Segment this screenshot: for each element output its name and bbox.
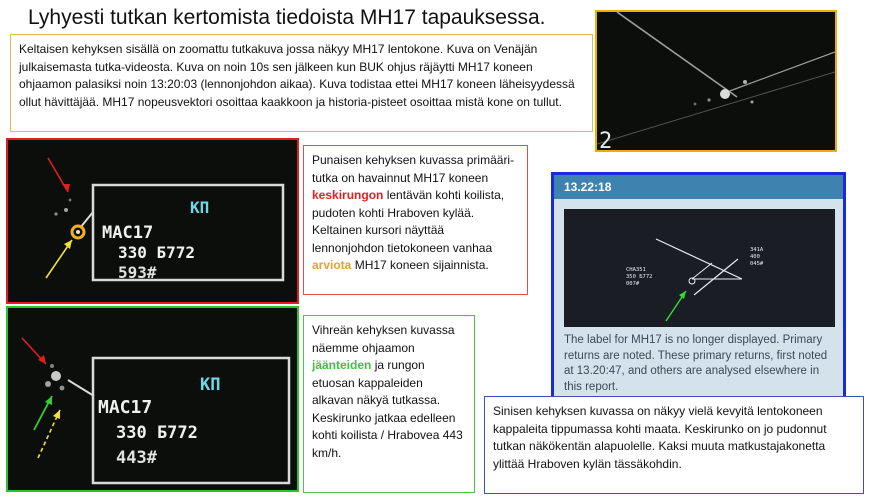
cockpit-debris-radar-image — [6, 306, 299, 492]
radar-speed: 443# — [116, 448, 157, 468]
report-radar-graphic — [564, 209, 835, 327]
history-dot — [743, 80, 747, 84]
history-dot — [751, 101, 754, 104]
label-a-speed: 007# — [626, 281, 640, 287]
radar-track-line — [617, 12, 737, 97]
label-b-speed: 045# — [750, 261, 764, 267]
label-b-callsign: 341A — [750, 247, 764, 253]
label-a-altitude: 350 Б772 — [626, 274, 653, 280]
radar-leader-line — [727, 52, 835, 92]
green-arrow-head — [679, 291, 686, 299]
yellow-frame-description — [10, 34, 593, 132]
report-excerpt-panel — [551, 172, 846, 404]
radar-leader-line — [692, 263, 712, 279]
highlight-jaanteiden: jäänteiden — [312, 358, 372, 372]
history-dot — [694, 103, 697, 106]
red-arrow-head — [62, 184, 70, 192]
zoomed-radar-graphic — [597, 12, 835, 150]
label-a-callsign: CHA351 — [626, 267, 646, 273]
radar-callsign: MAC17 — [98, 397, 153, 418]
radar-leader-line — [80, 212, 93, 228]
green-frame-text: Vihreän kehyksen kuvassa näemme ohjaamon — [312, 323, 455, 355]
blue-frame-text: Sinisen kehyksen kuvassa on näkyy vielä kevyitä lentokoneen kappaleita tippumassa kohti maata. Keskirunko on jo pudonnut tutkan näkökentän alapuolelle. Kaksi muuta matkustajakonetta ylittää Hraboven kylän tässäkohdin. — [493, 404, 827, 471]
radar-digit: 2 — [599, 129, 613, 150]
debris-return — [50, 364, 54, 368]
radar-altitude-type: 330 Б772 — [116, 423, 198, 443]
debris-return — [45, 381, 51, 387]
report-radar-image — [564, 209, 835, 327]
red-frame-text: lentävän kohti koilista, pudoten kohti Hraboven kylää. Keltainen kursori näyttää lennonjohdon tietokoneen vanhaa — [312, 188, 505, 255]
label-b-altitude: 400 — [750, 254, 760, 260]
green-frame-text: ja rungon etuosan kappaleiden alkavan näkyä tutkassa. Keskirunko jatkaa edelleen kohti koilista / Hrabovea 443 km/h. — [312, 358, 463, 460]
primary-return — [69, 199, 72, 202]
aircraft-blip — [720, 89, 730, 99]
red-frame-text: Punaisen kehyksen kuvassa primääri-tutka on havainnut MH17 koneen — [312, 153, 515, 185]
cursor-center — [76, 230, 80, 234]
radar-track-line — [694, 259, 738, 295]
primary-return — [64, 208, 68, 212]
zoomed-radar-image — [595, 10, 837, 152]
highlight-keskirungon: keskirungon — [312, 188, 384, 202]
primary-radar-graphic — [8, 140, 297, 302]
cockpit-debris-radar-graphic — [8, 308, 297, 490]
history-dot — [707, 98, 710, 101]
report-caption: The label for MH17 is no longer displayed. Primary returns are noted. These primary returns, first noted at 13.20:47, and others are analysed elsewhere in this report. — [564, 334, 828, 393]
highlight-arviota: arviota — [312, 258, 352, 272]
primary-return — [54, 212, 57, 215]
red-frame-description — [303, 145, 528, 295]
primary-radar-image — [6, 138, 299, 304]
cockpit-debris-blip — [51, 371, 61, 381]
radar-kp-label: КП — [200, 375, 221, 395]
debris-return — [60, 386, 65, 391]
radar-speed: 593# — [118, 263, 157, 282]
page-title: Lyhyesti tutkan kertomista tiedoista MH17 tapauksessa. — [28, 6, 546, 29]
red-frame-text: MH17 koneen sijainnista. — [351, 258, 489, 272]
yellow-frame-text: Keltaisen kehyksen sisällä on zoomattu tutkakuva jossa näkyy MH17 lentokone. Kuva on Venäjän julkaisemasta tutka-videosta. Kuva on noin 10s sen jälkeen kun BUK ohjus räjäytti MH17 koneen ohjaamon palasiksi noin 13:20:03 (lennonjohdon aikaa). Kuva todistaa ettei MH17 koneen läheisyydessä ollut hävittäjää. MH17 nopeusvektori osoittaa kaakkoon ja historia-pisteet osoittaa mistä kone on tullut. — [19, 42, 575, 109]
radar-kp-label: КП — [190, 198, 210, 217]
radar-callsign: MAC17 — [102, 223, 154, 243]
green-frame-description — [303, 315, 475, 493]
blue-frame-description — [484, 396, 864, 494]
radar-leader-line — [68, 380, 94, 396]
radar-altitude-type: 330 Б772 — [118, 243, 196, 262]
yellow-arrow-head — [64, 240, 72, 249]
report-timestamp: 13.22:18 — [554, 175, 843, 199]
